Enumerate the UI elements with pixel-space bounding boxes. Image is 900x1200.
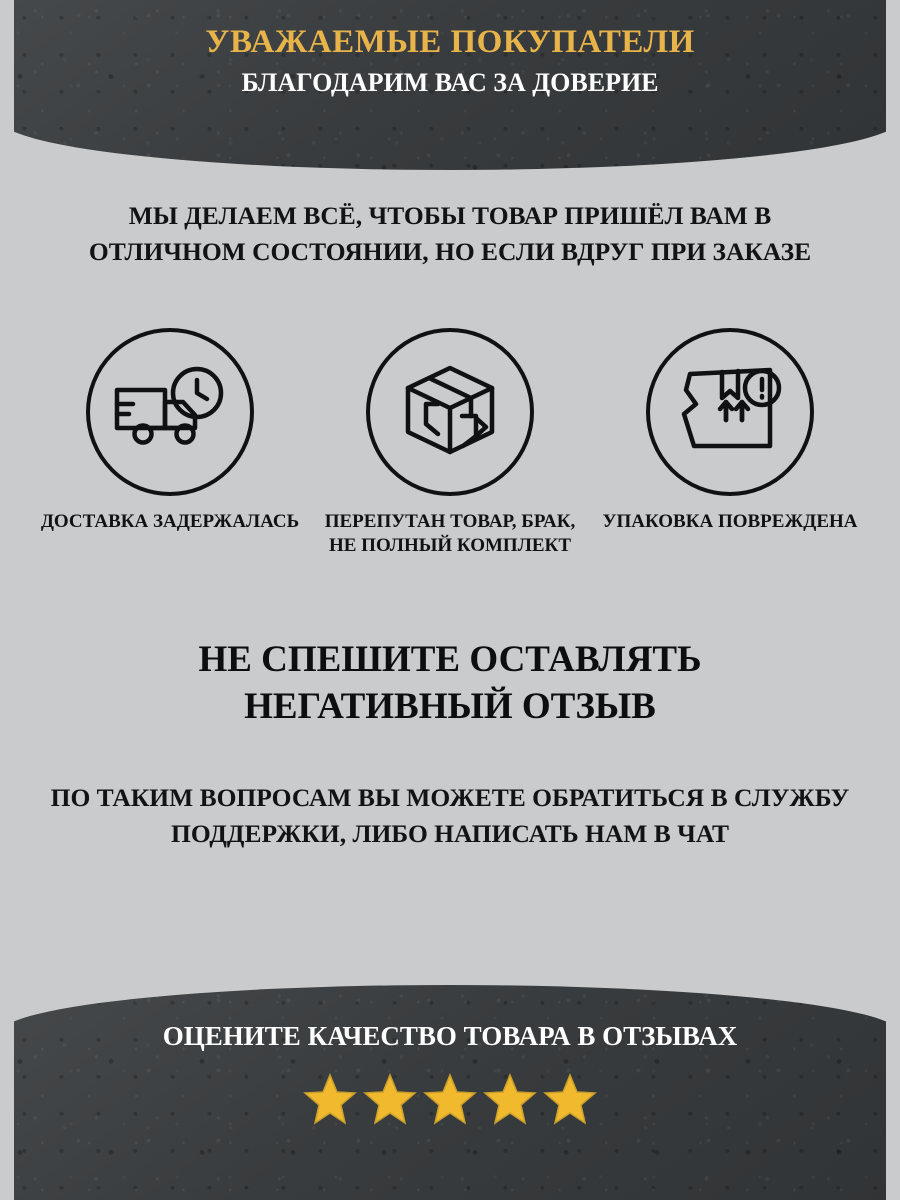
star-icon[interactable] <box>542 1072 598 1131</box>
issue-caption: УПАКОВКА ПОВРЕЖДЕНА <box>602 511 858 532</box>
delivery-truck-clock-icon <box>111 360 229 465</box>
header-title: УВАЖАЕМЫЕ ПОКУПАТЕЛИ <box>205 24 695 60</box>
issue-item <box>320 328 580 559</box>
issue-caption: ДОСТАВКА ЗАДЕРЖАЛАСЬ <box>40 511 300 532</box>
intro-text: МЫ ДЕЛАЕМ ВСЁ, ЧТОБЫ ТОВАР ПРИШЁЛ ВАМ В ОТЛИЧНОМ СОСТОЯНИИ, НО ЕСЛИ ВДРУГ ПРИ ЗАКАЗЕ <box>88 201 812 267</box>
footer <box>0 1020 900 1131</box>
footer-text: ОЦЕНИТЕ КАЧЕСТВО ТОВАРА В ОТЗЫВАХ <box>162 1021 738 1051</box>
header <box>0 0 900 98</box>
support-text: ПО ТАКИМ ВОПРОСАМ ВЫ МОЖЕТЕ ОБРАТИТЬСЯ В СЛУЖБУ ПОДДЕРЖКИ, ЛИБО НАПИСАТЬ НАМ В ЧАТ <box>50 783 850 849</box>
star-icon[interactable] <box>362 1072 418 1131</box>
header-subtitle: БЛАГОДАРИМ ВАС ЗА ДОВЕРИЕ <box>241 67 659 97</box>
issue-icon-circle <box>86 328 254 496</box>
star-icon[interactable] <box>482 1072 538 1131</box>
star-icon[interactable] <box>302 1072 358 1131</box>
headline-text: НЕ СПЕШИТЕ ОСТАВЛЯТЬ НЕГАТИВНЫЙ ОТЗЫВ <box>198 639 702 728</box>
box-return-arrow-icon <box>394 358 506 467</box>
issue-caption: ПЕРЕПУТАН ТОВАР, БРАК, НЕ ПОЛНЫЙ КОМПЛЕКТ <box>324 511 576 557</box>
issue-item <box>600 328 860 534</box>
rating-stars[interactable] <box>0 1072 900 1131</box>
issue-icon-circle <box>646 328 814 496</box>
issue-icon-circle <box>366 328 534 496</box>
issues-row <box>40 328 860 559</box>
damaged-package-warning-icon <box>674 358 786 467</box>
issue-item <box>40 328 300 534</box>
star-icon[interactable] <box>422 1072 478 1131</box>
